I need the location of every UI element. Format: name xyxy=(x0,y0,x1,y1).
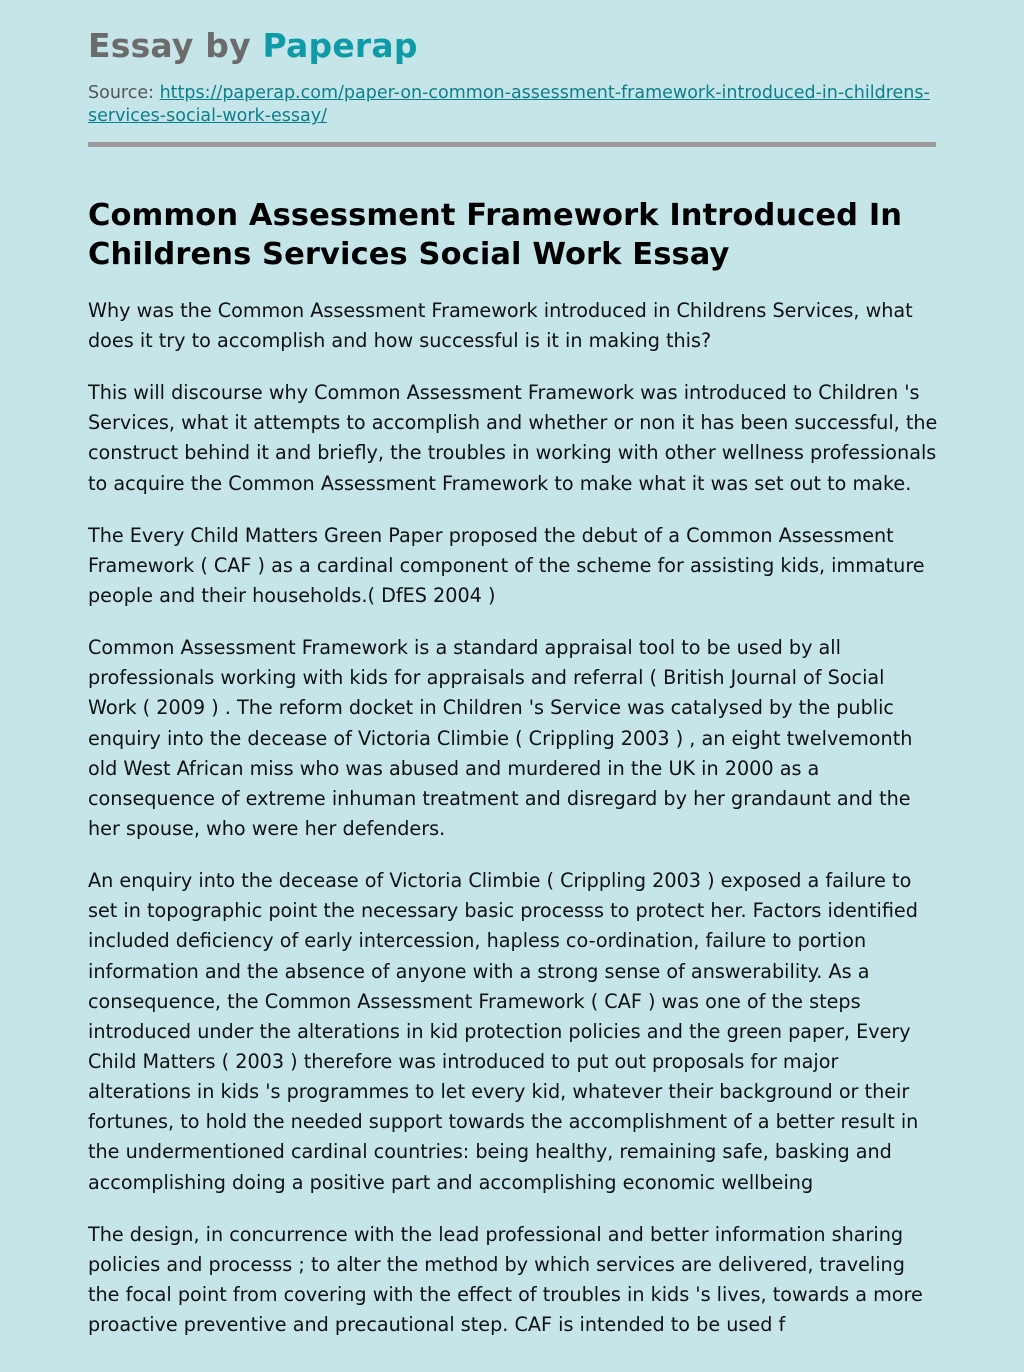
body-paragraph: An enquiry into the decease of Victoria Climbie ( Crippling 2003 ) exposed a failure to set in topographic point the necessary basic processs to protect her. Factors identified included deficiency of early intercession, hapless co-ordination, failure to portion information and the absence of anyone with a strong sense of answerability. As a consequence, the Common Assessment Framework ( CAF ) was one of the steps introduced under the alterations in kid protection policies and the green paper, Every Child Matters ( 2003 ) therefore was introduced to put out proposals for major alterations in kids 's programmes to let every kid, whatever their background or their fortunes, to hold the needed support towards the accomplishment of a better result in the undermentioned cardinal countries: being healthy, remaining safe, basking and accomplishing doing a positive part and accomplishing economic wellbeing xyxy=(88,869,919,1194)
brand-prefix-text: Essay by xyxy=(88,26,251,65)
page-content xyxy=(88,0,938,1340)
body-paragraph: The design, in concurrence with the lead professional and better information sharing policies and processs ; to alter the method by which services are delivered, traveling the focal point from covering with the effect of troubles in kids 's lives, towards a more proactive preventive and precautional step. CAF is intended to be used f xyxy=(88,1222,923,1337)
site-brand-logo xyxy=(88,0,938,66)
page-title: Common Assessment Framework Introduced In Childrens Services Social Work Essay xyxy=(88,197,903,272)
body-paragraph: The Every Child Matters Green Paper proposed the debut of a Common Assessment Framework ( CAF ) as a cardinal component of the scheme for assisting kids, immature people and their households.( DfES 2004 ) xyxy=(88,523,925,608)
body-paragraph: Why was the Common Assessment Framework introduced in Childrens Services, what does it try to accomplish and how successful is it in making this? xyxy=(88,298,913,353)
article-body xyxy=(88,274,938,1340)
source-url-link[interactable]: https://paperap.com/paper-on-common-assessment-framework-introduced-in-childrens-services-social-work-essay/ xyxy=(88,82,930,127)
source-label: Source: xyxy=(88,82,155,103)
body-paragraph: This will discourse why Common Assessment Framework was introduced to Children 's Services, what it attempts to accomplish and whether or non it has been successful, the construct behind it and briefly, the troubles in working with other wellness professionals to acquire the Common Assessment Framework to make what it was set out to make. xyxy=(88,381,938,495)
body-paragraph: Common Assessment Framework is a standard appraisal tool to be used by all professionals working with kids for appraisals and referral ( British Journal of Social Work ( 2009 ) . The reform docket in Children 's Service was catalysed by the public enquiry into the decease of Victoria Climbie ( Crippling 2003 ) , an eight twelvemonth old West African miss who was abused and murdered in the UK in 2000 as a consequence of extreme inhuman treatment and disregard by her grandaunt and the her spouse, who were her defenders. xyxy=(88,636,913,841)
brand-name-text: Paperap xyxy=(262,26,418,65)
source-line xyxy=(88,82,936,129)
